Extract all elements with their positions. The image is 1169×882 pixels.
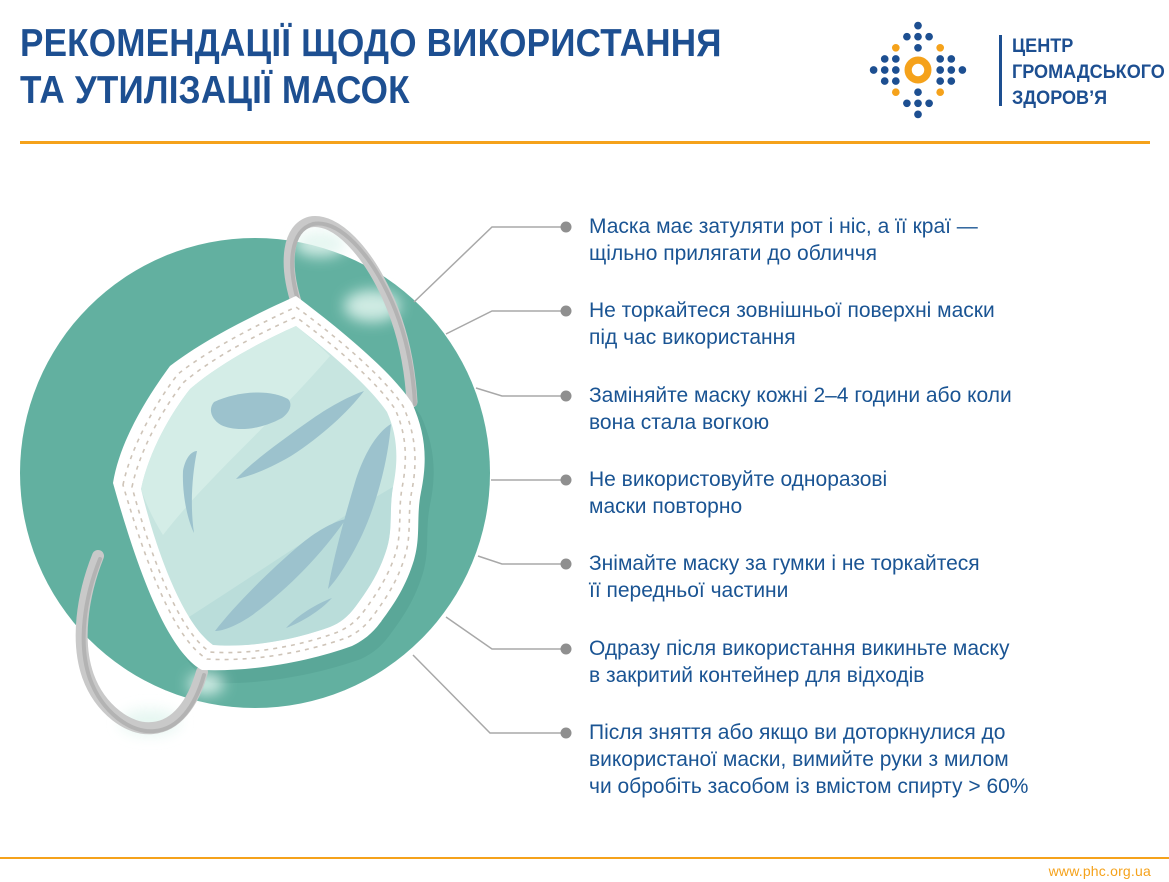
recommendation-6-line2: в закритий контейнер для відходів bbox=[589, 664, 925, 687]
callout-line-3 bbox=[476, 388, 566, 396]
recommendation-5-line1: Знімайте маску за гумки і не торкайтеся bbox=[589, 552, 980, 575]
bullet-dot-4 bbox=[561, 475, 572, 486]
recommendation-1-line1: Маска має затуляти рот і ніс, а її краї — bbox=[589, 215, 978, 238]
recommendation-item-7 bbox=[589, 719, 1169, 800]
callout-line-6 bbox=[446, 617, 566, 649]
recommendation-7-line2: використаної маски, вимийте руки з милом bbox=[589, 748, 1009, 771]
bullet-dot-6 bbox=[561, 644, 572, 655]
recommendation-5-line2: її передньої частини bbox=[589, 579, 789, 602]
recommendation-3-line1: Заміняйте маску кожні 2–4 години або коли bbox=[589, 384, 1012, 407]
recommendation-item-1 bbox=[589, 213, 1169, 267]
bullet-dot-2 bbox=[561, 306, 572, 317]
recommendation-item-3 bbox=[589, 382, 1169, 436]
recommendation-2-line1: Не торкайтеся зовнішньої поверхні маски bbox=[589, 299, 995, 322]
recommendation-item-2 bbox=[589, 297, 1169, 351]
recommendation-6-line1: Одразу після використання викиньте маску bbox=[589, 637, 1010, 660]
recommendation-item-6 bbox=[589, 635, 1169, 689]
page-title-line1: РЕКОМЕНДАЦІЇ ЩОДО ВИКОРИСТАННЯ bbox=[20, 22, 722, 65]
phc-logo bbox=[862, 14, 1165, 126]
recommendation-4-line1: Не використовуйте одноразові bbox=[589, 468, 888, 491]
page-title-line2: ТА УТИЛІЗАЦІЇ МАСОК bbox=[20, 69, 410, 112]
bullet-dot-5 bbox=[561, 559, 572, 570]
footer-url: www.phc.org.ua bbox=[1048, 863, 1151, 879]
recommendation-7-line1: Після зняття або якщо ви доторкнулися до bbox=[589, 721, 1006, 744]
phc-logo-dots-icon bbox=[862, 14, 974, 126]
recommendation-3-line2: вона стала вогкою bbox=[589, 411, 770, 434]
bullet-dot-7 bbox=[561, 728, 572, 739]
callout-line-1 bbox=[414, 227, 566, 302]
bullet-dots bbox=[561, 222, 572, 739]
logo-divider bbox=[999, 35, 1002, 106]
callout-line-2 bbox=[446, 311, 566, 334]
footer-divider bbox=[0, 857, 1169, 859]
logo-name-line3: ЗДОРОВ’Я bbox=[1012, 88, 1108, 109]
callout-line-7 bbox=[413, 655, 566, 733]
header-divider bbox=[20, 141, 1150, 144]
recommendation-4-line2: маски повторно bbox=[589, 495, 743, 518]
bullet-dot-3 bbox=[561, 391, 572, 402]
page-title bbox=[20, 20, 722, 114]
logo-name-line1: ЦЕНТР bbox=[1012, 36, 1074, 57]
recommendation-1-line2: щільно прилягати до обличчя bbox=[589, 242, 878, 265]
recommendation-item-5 bbox=[589, 550, 1169, 604]
recommendation-7-line3: чи обробіть засобом із вмістом спирту > 60% bbox=[589, 775, 1029, 798]
logo-name-line2: ГРОМАДСЬКОГО bbox=[1012, 62, 1165, 83]
recommendation-item-4 bbox=[589, 466, 1169, 520]
bullet-dot-1 bbox=[561, 222, 572, 233]
logo-name bbox=[1012, 34, 1165, 112]
callout-line-5 bbox=[478, 556, 566, 564]
recommendation-2-line2: під час використання bbox=[589, 326, 796, 349]
